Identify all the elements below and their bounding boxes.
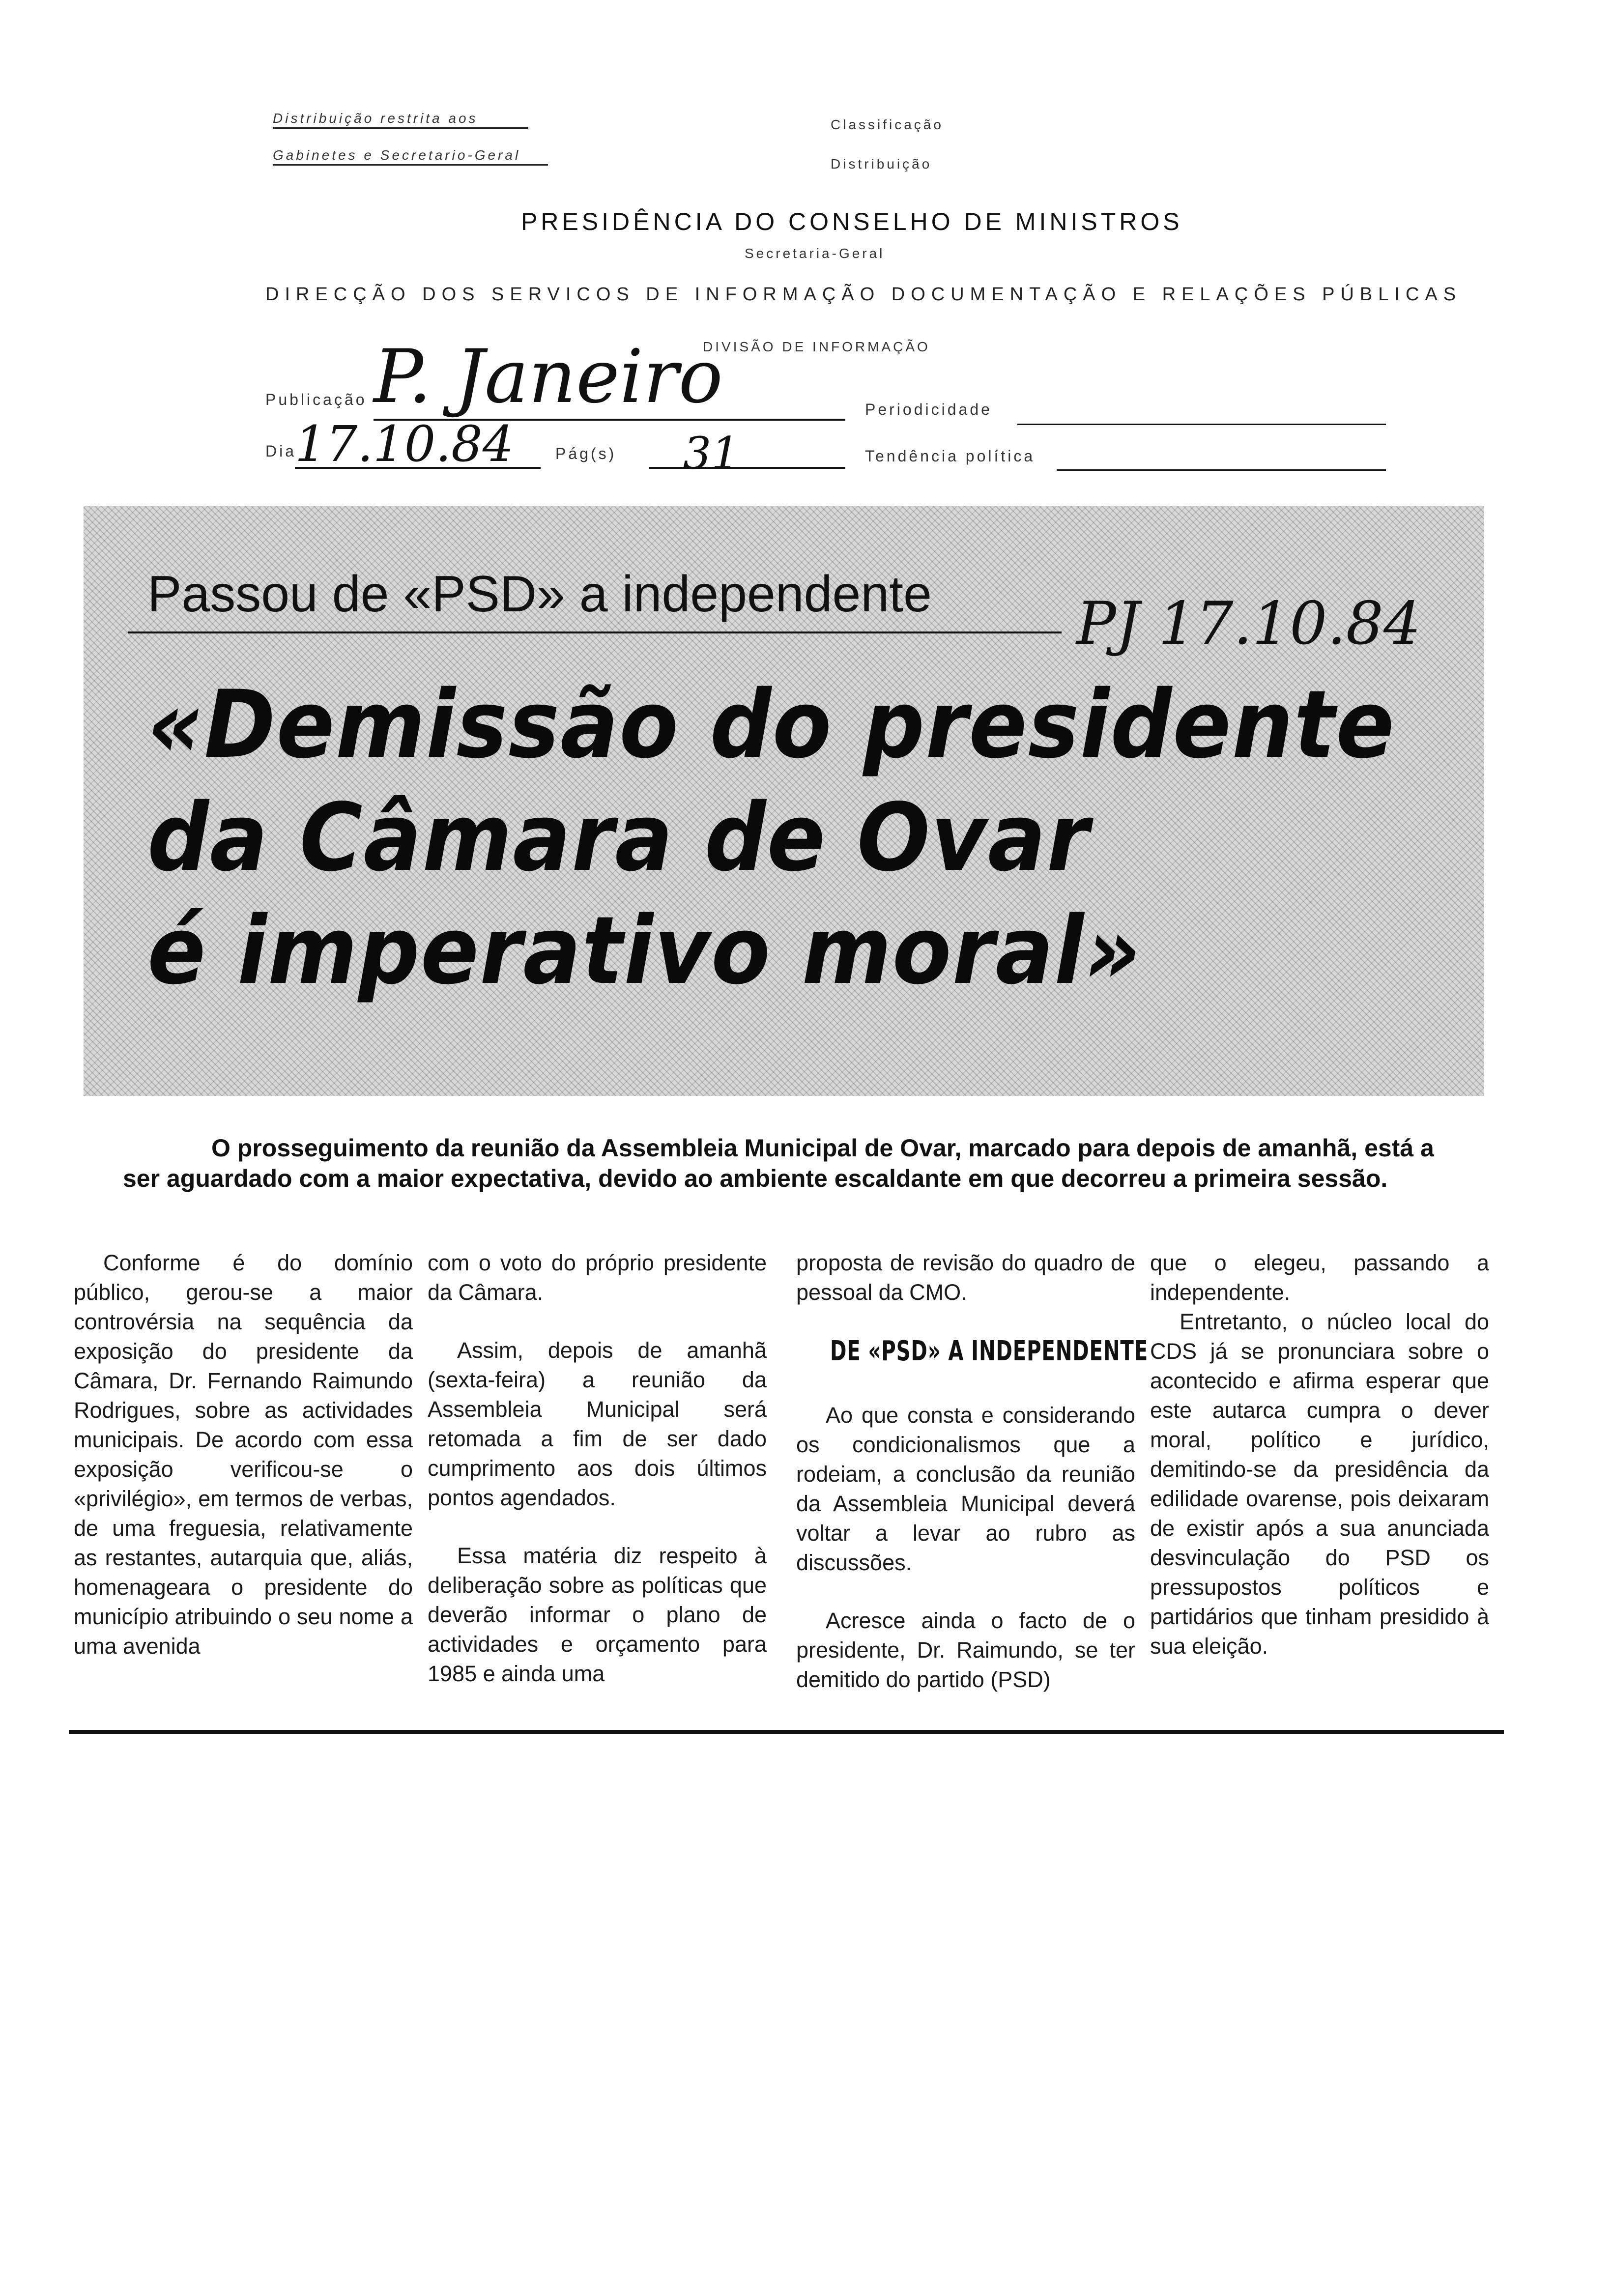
pages-label: Pág(s) [555, 445, 617, 462]
header-secretariat: Secretaria-Geral [745, 246, 885, 261]
column-2-paragraph-2: Assim, depois de amanhã (sexta-feira) a reunião da Assembleia Municipal será retomada a fim de ser dado cumprimento aos dois últimos pontos agendados. [428, 1338, 767, 1510]
publication-label: Publicação [265, 391, 367, 408]
column-2-paragraph-3: Essa matéria diz respeito à deliberação sobre as políticas que deverão informar o plano de actividades e orçamento para 1985 e ainda uma [428, 1543, 767, 1686]
classification-label: Classificação [831, 117, 944, 132]
column-3-paragraph-1: proposta de revisão do quadro de pessoal da CMO. [796, 1250, 1135, 1305]
day-label: Dia [265, 442, 297, 460]
headline-line-2: da Câmara de Ovar [147, 783, 1090, 892]
headline-line-1: «Demissão do presidente [147, 670, 1395, 779]
political-tendency-label: Tendência política [865, 447, 1036, 465]
column-3-paragraph-2: Ao que consta e considerando os condicionalismos que a rodeiam, a conclusão da reunião da Assembleia Municipal deverá voltar a levar ao rubro as discussões. [796, 1403, 1135, 1575]
article-kicker: Passou de «PSD» a independente [147, 566, 932, 623]
distribution-restriction-line1: Distribuição restrita aos [273, 111, 528, 129]
pages-value: 31 [683, 428, 740, 479]
handwritten-note: PJ 17.10.84 [1076, 590, 1421, 658]
article-column-2 [428, 1248, 767, 1689]
day-line [295, 467, 541, 469]
column-1-paragraph-1: Conforme é do domínio público, gerou-se a maior controvérsia na sequência da exposição do presidente da Câmara, Dr. Fernando Raimundo Rodrigues, sobre as actividades municipais. De acordo com essa exposição verificou-se o «privilégio», em termos de verbas, de uma freguesia, relativamente as restantes, autarquia que, aliás, homenageara o presidente do município atribuindo o seu nome a uma avenida [74, 1250, 413, 1659]
column-4-paragraph-1: que o elegeu, passando a independente. [1150, 1250, 1489, 1305]
column-2-paragraph-1: com o voto do próprio presidente da Câmara. [428, 1250, 767, 1305]
periodicity-label: Periodicidade [865, 401, 992, 418]
clipping-bottom-rule [69, 1730, 1504, 1734]
article-column-4 [1150, 1248, 1489, 1661]
political-tendency-line [1057, 469, 1386, 471]
distribution-label: Distribuição [831, 156, 932, 172]
article-lead: O prosseguimento da reunião da Assembleia Municipal de Ovar, marcado para depois de amanhã, está a ser aguardado com a maior expectativa, devido ao ambiente escaldante em que decorreu a primeira sessão. [123, 1134, 1434, 1192]
article-column-3 [796, 1248, 1149, 1694]
publication-value: P. Janeiro [374, 334, 723, 420]
headline-line-3: é imperativo moral» [147, 896, 1142, 1005]
header-directorate: DIRECÇÃO DOS SERVICOS DE INFORMAÇÃO DOCUMENTAÇÃO E RELAÇÕES PÚBLICAS [265, 284, 1462, 305]
kicker-rule [128, 631, 1062, 633]
article-column-1 [74, 1248, 413, 1661]
header-title: PRESIDÊNCIA DO CONSELHO DE MINISTROS [521, 208, 1183, 235]
column-3-paragraph-3: Acresce ainda o facto de o presidente, Dr. Raimundo, se ter demitido do partido (PSD) [796, 1608, 1135, 1692]
day-value: 17.10.84 [295, 415, 514, 473]
column-3-subhead: DE «PSD» A INDEPENDENTE [830, 1335, 1149, 1367]
column-4-paragraph-2: Entretanto, o núcleo local do CDS já se pronunciara sobre o acontecido e afirma esperar que este autarca cumpra o dever moral, político e jurídico, demitindo-se da presidência da edilidade ovarense, pois deixaram de existir após a sua anunciada desvinculação do PSD os pressupostos políticos e partidários que tinham presidido à sua eleição. [1150, 1309, 1489, 1659]
distribution-restriction-line2: Gabinetes e Secretario-Geral [273, 147, 548, 166]
periodicity-line [1017, 424, 1386, 425]
header-division: DIVISÃO DE INFORMAÇÃO [703, 339, 930, 354]
pages-line [649, 467, 845, 469]
